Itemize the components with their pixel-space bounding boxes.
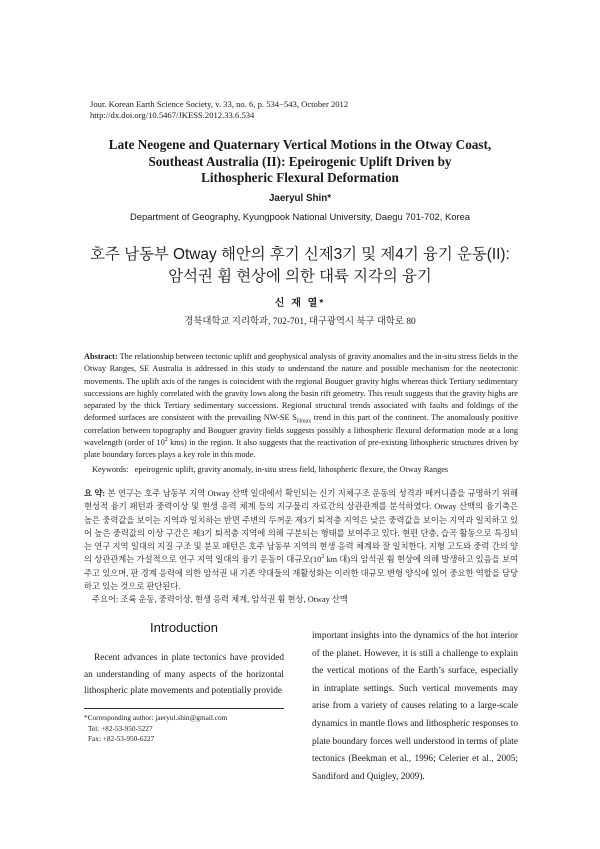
abstract-subscript: Hmax (296, 419, 312, 426)
korean-keywords-text: 조륙 운동, 중력이상, 현생 응력 체계, 암석권 휨 현상, Otway 산맥 (120, 595, 348, 604)
journal-header (90, 99, 348, 121)
korean-summary-label: 요 약: (84, 489, 106, 498)
journal-doi[interactable]: http://dx.doi.org/10.5467/JKESS.2012.33.6.534 (90, 110, 255, 120)
korean-summary-text: km 대)의 암석권 휨 현상에 의해 발생하고 있음을 보여주고 있으며, 판 경계 응력에 의한 암석권 내 기존 약대들의 재활성화는 이러한 대규모 변형 양식에 있어 중요한 역할을 담당하고 있는 것으로 판단된다. (84, 555, 518, 592)
abstract-superscript: 2 (164, 437, 168, 444)
english-author: Jaeryul Shin* (268, 193, 332, 204)
korean-affiliation: 경북대학교 지리학과, 702-701, 대구광역시 북구 대학로 80 (184, 317, 416, 327)
footnote-corresponding-author: *Corresponding author: jaeryul.shin@gmail.com (84, 713, 228, 722)
korean-summary (84, 487, 518, 593)
abstract-label: Abstract: (84, 352, 118, 361)
introduction-left-column: Recent advances in plate tectonics have provided an understanding of many aspects of the horizontal lithospheric plate movements and potentially provide (84, 653, 284, 697)
english-title-line: Late Neogene and Quaternary Vertical Motions in the Otway Coast, (108, 137, 492, 152)
korean-title (40, 244, 560, 288)
abstract-text: trend in this part of the continent. The anomalously positive correlation between topography and Bouguer gravity fields suggests possibly a lithospheric flexural deformation mode at a long wavelength (order of 10 (84, 413, 518, 448)
korean-title-line: 호주 남동부 Otway 해안의 후기 신제3기 및 제4기 융기 운동(II): (90, 246, 510, 263)
keywords-text: epeirogenic uplift, gravity anomaly, in-situ stress field, lithospheric flexure, the Otway Ranges (134, 465, 449, 474)
english-title-line: Southeast Australia (II): Epeirogenic Uplift Driven by (148, 153, 452, 169)
abstract (84, 351, 518, 462)
footnote (84, 713, 289, 745)
english-title (60, 137, 540, 187)
english-title-line: Lithospheric Flexural Deformation (201, 170, 399, 185)
footnote-divider (84, 708, 284, 709)
korean-author: 신 재 열* (274, 298, 326, 309)
abstract-text: kms) in the region. It also suggests that the reactivation of pre-existing lithospheric structures driven by plate boundary forces plays a key role in this mode. (84, 438, 518, 460)
korean-keywords-label: 주요어: (92, 595, 119, 604)
english-affiliation: Department of Geography, Kyungpook National University, Daegu 701-702, Korea (130, 211, 470, 222)
abstract-text: The relationship between tectonic uplift and geophysical analysis of gravity anomalies and the in-situ stress fields in the Otway Ranges, SE Australia is addressed in this study to understand the nature and possible mechanism for the neotectonic movements. The uplift axis of the ranges is coincident with the regional Bouguer gravity highs whereas thick Tertiary sedimentary successions are highly correlated with the gravity lows along the basin rift geometry. This result suggests that the gravity highs are separated by the thick Tertiary sedimentary successions. Regional structural trends associated with faults and foldings of the deformed surfaces are consistent with the prevailing NW-SE S (84, 352, 518, 423)
keywords-label: Keywords: (92, 465, 129, 474)
korean-keywords (92, 593, 518, 605)
footnote-fax: Fax: +82-53-950-6227 (88, 734, 155, 744)
korean-summary-superscript: 2 (321, 554, 325, 561)
introduction-right-column: important insights into the dynamics of the hot interior of the planet. However, it is still a challenge to explain the vertical motions of the Earth’s surface, especially in intraplate settings. Such vertical movements may arise from a variety of causes relating to a large-scale dynamics in mantle flows and lithospheric responses to plate boundary forces well understood in terms of plate tectonics (Beekman et al., 1996; Celerier et al., 2005; Sandiford and Quigley, 2009). (312, 631, 518, 782)
korean-summary-text: 본 연구는 호주 남동부 지역 Otway 산맥 일대에서 확인되는 신기 지체구조 운동의 성격과 메커니즘을 규명하기 위해 현성적 융기 패턴과 중력이상 및 현생 응력 체계 등의 지구물리 자료간의 상관관계를 분석하였다. Otway 산맥의 융기축은 높은 중력값을 보이는 지역과 일치하는 반면 주변의 두꺼운 제3기 퇴적층 지역은 낮은 중력값을 보이는 지역과 일치하고 있어 높은 중력값의 이상 구간은 제3기 퇴적층 지역에 의해 구분되는 형태를 보여주고 있다. 현편 단층, 습곡 활동으로 특징되는 연구 지역 일대의 지질 구조 및 분포 패턴은 호주 남동부 지역의 현생 응력 체계와 잘 일치한다. 지형 고도와 중력 간의 양의 상관관계는 가설적으로 연구 지역 일대의 융기 운동이 대규모(10 (84, 489, 518, 565)
footnote-tel: Tel: +82-53-950-5227 (88, 723, 153, 733)
introduction-heading: Introduction (150, 620, 218, 635)
keywords (92, 464, 518, 476)
korean-title-line: 암석권 휨 현상에 의한 대륙 지각의 융기 (168, 268, 432, 285)
journal-citation: Jour. Korean Earth Science Society, v. 33, no. 6, p. 534−543, October 2012 (90, 99, 349, 109)
